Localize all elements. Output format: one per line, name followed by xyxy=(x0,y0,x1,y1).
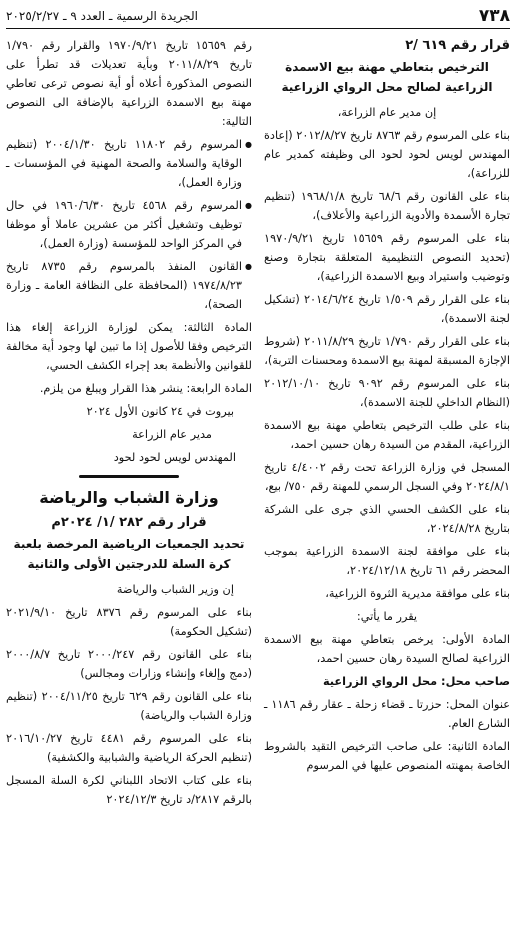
signer-name: المهندس لويس لحود لحود xyxy=(113,451,236,464)
paragraph: بناء على كتاب الاتحاد اللبناني لكرة السلة المسجل بالرقم ٢٨١٧/د تاريخ ٢٠٢٤/١٢/٣ xyxy=(6,774,252,806)
paragraph: بناء على القرار رقم ١/٧٩٠ تاريخ ٢٠١١/٨/٢٩ (شروط الإجازة المسبقة لمهنة بيع الاسمدة ومحسنات التربة)، xyxy=(264,335,510,367)
paragraph: بناء على القانون رقم ٦٨/٦ تاريخ ١٩٦٨/١/٨ (تنظيم تجارة الأسمدة والأدوية الزراعية والأعلاف)، xyxy=(264,190,510,222)
continuation-paragraph: رقم ١٥٦٥٩ تاريخ ١٩٧٠/٩/٢١ والقرار رقم ١/٧٩٠ تاريخ ٢٠١١/٨/٢٩ وبأية تعديلات قد تطرأ على النصوص المذكورة أعلاه أو أية نصوص ترعى تعاطي مهنة بيع الاسمدة الزراعية بالإضافة الى النصوص التالية: xyxy=(6,39,252,128)
right-column xyxy=(264,36,510,930)
paragraph: بناء على الكشف الحسي الذي جرى على الشركة بتاريخ ٢٠٢٤/٨/٢٨، xyxy=(264,503,510,535)
paragraph: بناء على المرسوم رقم ٨٧٦٣ تاريخ ٢٠١٢/٨/٢٧ (إعادة المهندس لويس لحود لحود الى وظيفته كمدير عام للزراعة)، xyxy=(264,129,510,180)
paragraph: بناء على المرسوم رقم ٤٤٨١ تاريخ ٢٠١٦/١٠/٢٧ (تنظيم الحركة الرياضية والشبابية والكشفية) xyxy=(6,732,252,764)
paragraph: المسجل في وزارة الزراعة تحت رقم ٤/٤٠٠٢ تاريخ ٢٠٢٤/٨/١ وفي السجل الرسمي للمهنة رقم ٧٥٠/ بيع، xyxy=(264,461,510,493)
decision-title: قرار رقم ٢٨٢ /١/ ٢٠٢٤م xyxy=(51,515,207,530)
preamble: إن مدير عام الزراعة، xyxy=(337,106,437,119)
section-divider xyxy=(79,475,179,478)
article-3: المادة الثالثة: يمكن لوزارة الزراعة إلغاء هذا الترخيص وفقا للأصول إذا ما تبين لها وجود أية مخالفة للقوانين والأنظمة بعد إجراء الكشف الحسي، xyxy=(6,321,252,372)
article-1: المادة الأولى: يرخص بتعاطي مهنة بيع الاسمدة الزراعية لصالح السيدة رهان حسين احمد، xyxy=(264,633,510,665)
list-item: ● المرسوم رقم ٤٥٦٨ تاريخ ١٩٦٠/٦/٣٠ في حال توظيف وتشغيل أكثر من عشرين عاملا أو موظفا في المركز الواحد للمؤسسة (وزارة العمل)، xyxy=(6,196,252,253)
paragraph: بناء على القرار رقم ١/٥٠٩ تاريخ ٢٠١٤/٦/٢٤ (تشكيل لجنة الاسمدة)، xyxy=(264,293,510,325)
shop-address: عنوان المحل: حزرتا ـ قضاء زحلة ـ عقار رقم ١١٨٦ ـ الشارع العام. xyxy=(264,698,510,730)
paragraph: بناء على القانون رقم ٦٢٩ تاريخ ٢٠٠٤/١١/٢٥ (تنظيم وزارة الشباب والرياضة) xyxy=(6,690,252,722)
paragraph: بناء على طلب الترخيص بتعاطي مهنة بيع الاسمدة الزراعية، المقدم من السيدة رهان حسين احمد، xyxy=(264,419,510,451)
preamble: إن وزير الشباب والرياضة xyxy=(116,583,234,596)
shop-owner: صاحب محل: محل الرواي الزراعية xyxy=(322,675,510,688)
signer-title: مدير عام الزراعة xyxy=(132,428,212,441)
legal-references-list xyxy=(6,135,252,314)
list-item: ● القانون المنفذ بالمرسوم رقم ٨٧٣٥ تاريخ ١٩٧٤/٨/٢٣ (المحافظة على النظافة العامة ـ وزارة الصحة)، xyxy=(6,257,252,314)
decision-title: قرار رقم ٦١٩ /٢ xyxy=(405,38,510,53)
issue-date: بيروت في ٢٤ كانون الأول ٢٠٢٤ xyxy=(86,405,234,418)
paragraph: بناء على المرسوم رقم ٨٣٧٦ تاريخ ٢٠٢١/٩/١٠ (تشكيل الحكومة) xyxy=(6,606,252,638)
issue-info: الجريدة الرسمية ـ العدد ٩ ـ ٢٠٢٥/٢/٢٧ xyxy=(6,9,198,23)
page-header xyxy=(6,6,510,29)
paragraph: بناء على موافقة لجنة الاسمدة الزراعية بموجب المحضر رقم ٦١ تاريخ ٢٠٢٤/١٢/١٨، xyxy=(264,545,510,577)
paragraph: بناء على المرسوم رقم ٩٠٩٢ تاريخ ٢٠١٢/١٠/١٠ (النظام الداخلي للجنة الاسمدة)، xyxy=(264,377,510,409)
paragraph: بناء على القانون رقم ٢٠٠٠/٢٤٧ تاريخ ٢٠٠٠/٨/٧ (دمج وإلغاء وإنشاء وزارات ومجالس) xyxy=(6,648,252,680)
page-number: ٧٣٨ xyxy=(478,6,510,26)
article-2: المادة الثانية: على صاحب الترخيص التقيد بالشروط الخاصة بمهنته المنصوص عليها في المرسوم xyxy=(264,740,510,772)
paragraph: بناء على المرسوم رقم ١٥٦٥٩ تاريخ ١٩٧٠/٩/٢١ (تحديد النصوص التنظيمية المتعلقة بتجارة وصنع وتوضيب واستيراد وبيع الاسمدة الزراعية)، xyxy=(264,232,510,283)
article-4: المادة الرابعة: ينشر هذا القرار ويبلغ من يلزم. xyxy=(39,382,252,395)
left-column xyxy=(6,36,252,930)
list-item: ● المرسوم رقم ١١٨٠٢ تاريخ ٢٠٠٤/١/٣٠ (تنظيم الوقاية والسلامة والصحة المهنية في المؤسسات ـ وزارة العمل)، xyxy=(6,135,252,192)
paragraph: بناء على موافقة مديرية الثروة الزراعية، xyxy=(325,587,510,600)
decision-subject: الترخيص بتعاطي مهنة بيع الاسمدة الزراعية لصالح محل الرواي الزراعية xyxy=(281,60,493,94)
decision-subject: تحديد الجمعيات الرياضية المرخصة بلعبة كرة السلة للدرجتين الأولى والثانية xyxy=(13,537,245,571)
ministry-heading: وزارة الشباب والرياضة xyxy=(39,488,219,507)
decides-label: يقرر ما يأتي: xyxy=(356,610,418,623)
